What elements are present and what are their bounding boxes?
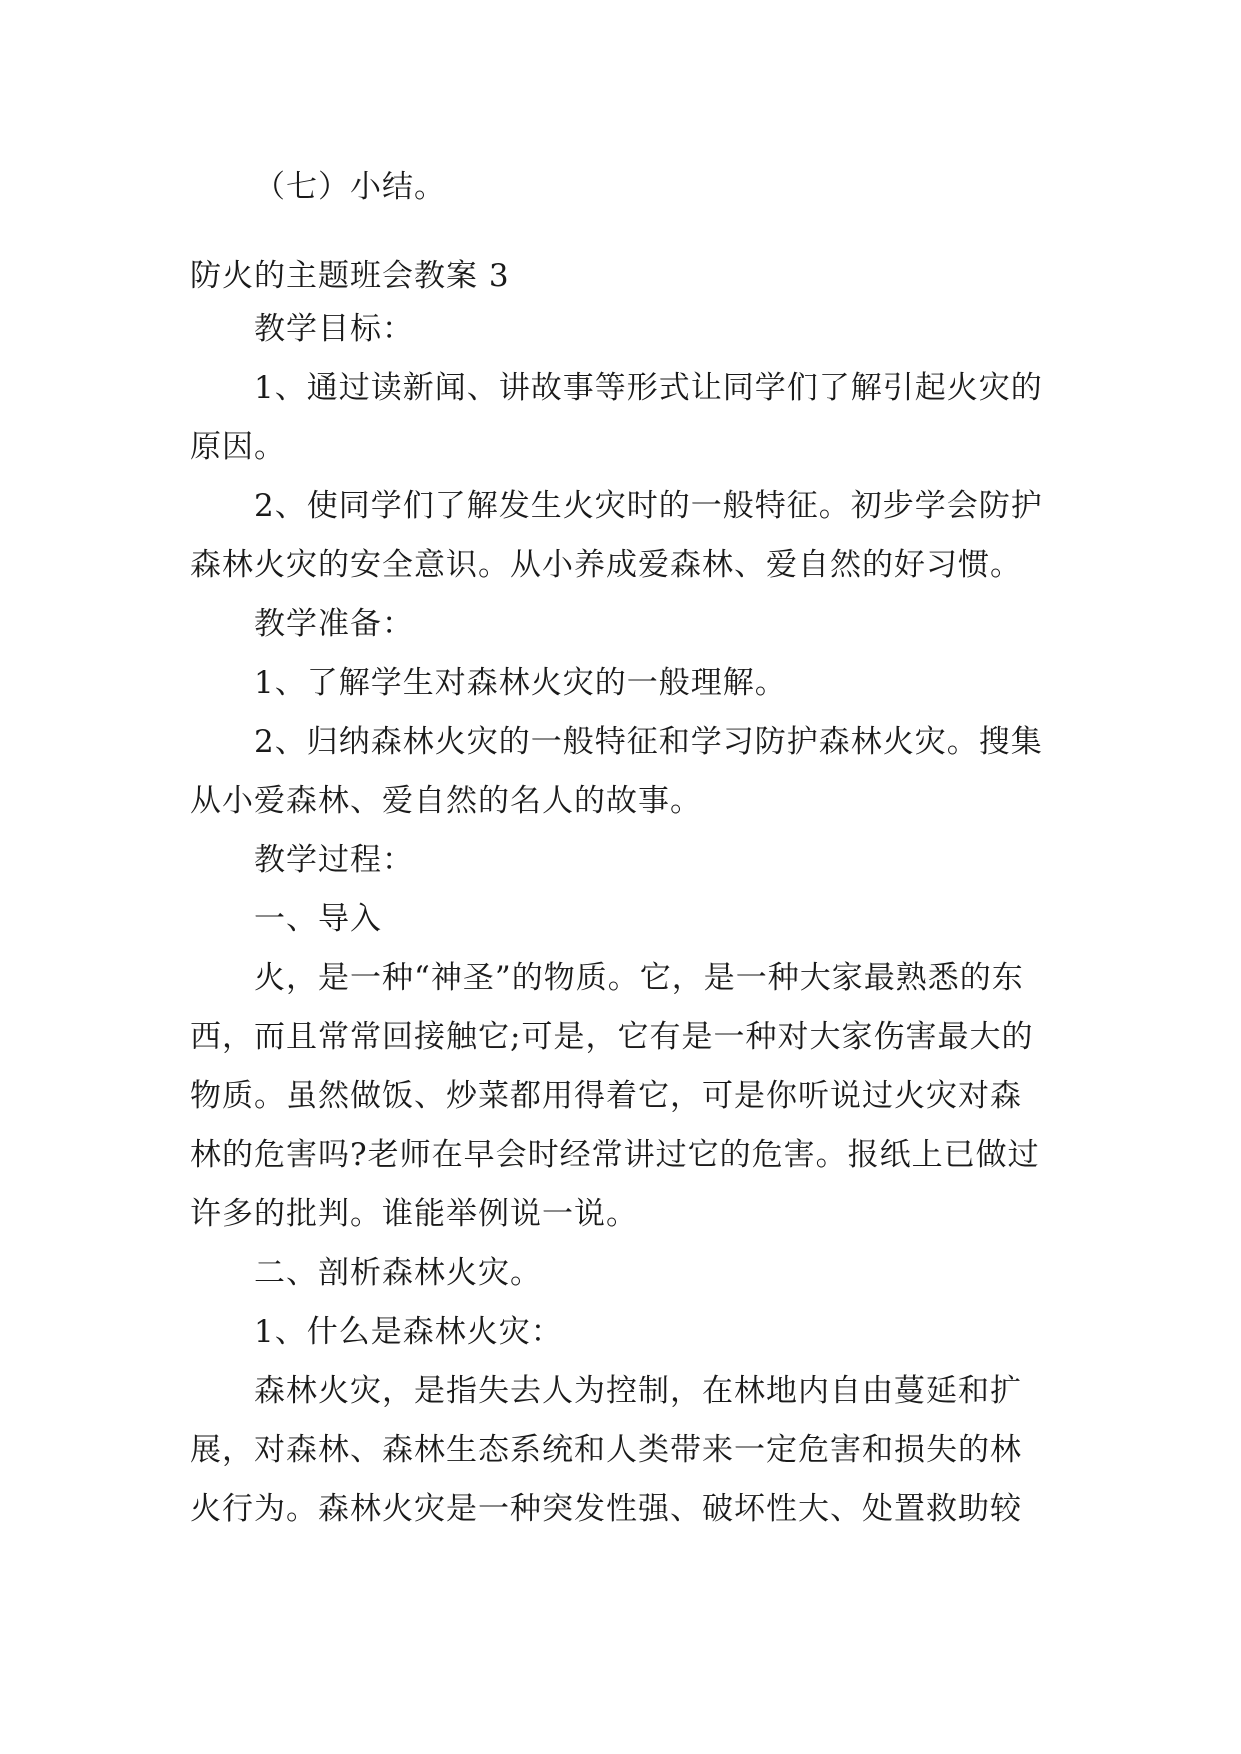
- analysis-question-1: 1、什么是森林火灾：: [254, 1314, 563, 1350]
- introduction-text: 火，是一种“神圣”的物质。它，是一种大家最熟悉的东西，而且常常回接触它;可是，它有是一种对大家伤害最大的物质。虽然做饭、炒菜都用得着它，可是你听说过火灾对森林的危害吗?老师在早会时经常讲过它的危害。报纸上已做过许多的批判。谁能举例说一说。: [190, 960, 1040, 1232]
- preparation-2: 2、归纳森林火灾的一般特征和学习防护森林火灾。搜集从小爱森林、爱自然的名人的故事。: [190, 724, 1043, 819]
- heading-objectives: 教学目标：: [254, 311, 414, 347]
- section-summary: （七）小结。: [254, 169, 446, 205]
- objective-2: 2、使同学们了解发生火灾时的一般特征。初步学会防护森林火灾的安全意识。从小养成爱森林、爱自然的好习惯。: [190, 488, 1043, 583]
- objective-1: 1、通过读新闻、讲故事等形式让同学们了解引起火灾的原因。: [190, 370, 1043, 465]
- step-analysis: 二、剖析森林火灾。: [254, 1255, 542, 1291]
- lesson-title: 防火的主题班会教案 3: [190, 258, 510, 294]
- preparation-1: 1、了解学生对森林火灾的一般理解。: [254, 665, 787, 701]
- forest-fire-definition: 森林火灾，是指失去人为控制，在林地内自由蔓延和扩展，对森林、森林生态系统和人类带来一定危害和损失的林火行为。森林火灾是一种突发性强、破坏性大、处置救助较: [190, 1373, 1022, 1527]
- heading-process: 教学过程：: [254, 842, 414, 878]
- heading-preparation: 教学准备：: [254, 606, 414, 642]
- step-introduction: 一、导入: [254, 901, 382, 937]
